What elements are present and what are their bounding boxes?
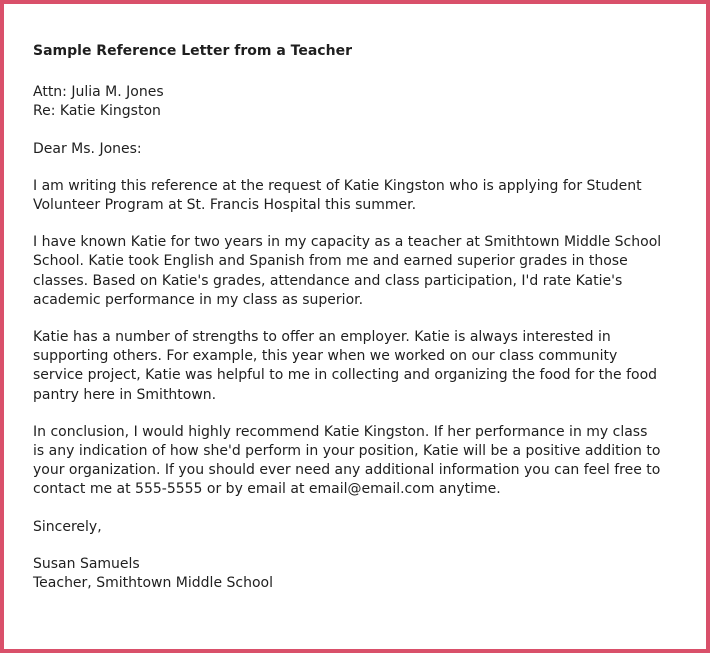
paragraph-line: In conclusion, I would highly recommend Katie Kingston. If her performance in my class [33,423,648,440]
paragraph-line: Katie has a number of strengths to offer an employer. Katie is always interested in [33,329,611,346]
paragraph-line: I have known Katie for two years in my capacity as a teacher at Smithtown Middle School [33,234,662,251]
paragraph-line: is any indication of how she'd perform in your position, Katie will be a positive addition to [33,443,661,460]
regarding-line: Re: Katie Kingston [33,103,161,120]
paragraph-relationship [33,233,693,310]
closing: Sincerely, [33,518,102,535]
paragraph-line: service project, Katie was helpful to me in collecting and organizing the food for the food [33,367,658,384]
signature-block [33,555,693,593]
recipient-block [33,83,693,121]
paragraph-line: your organization. If you should ever need any additional information you can feel free to [33,462,661,479]
paragraph-strengths [33,328,693,405]
letter-title: Sample Reference Letter from a Teacher [33,43,352,59]
paragraph-intro [33,177,693,215]
paragraph-line: academic performance in my class as superior. [33,291,364,308]
paragraph-line: classes. Based on Katie's grades, attendance and class participation, I'd rate Katie's [33,272,623,289]
signer-title: Teacher, Smithtown Middle School [33,575,273,592]
paragraph-line: I am writing this reference at the request of Katie Kingston who is applying for Student [33,177,642,194]
paragraph-line: supporting others. For example, this year when we worked on our class community [33,348,618,365]
paragraph-conclusion [33,423,693,500]
paragraph-line: contact me at 555-5555 or by email at email@email.com anytime. [33,481,501,498]
signer-name: Susan Samuels [33,555,140,572]
reference-letter [33,42,693,593]
paragraph-line: pantry here in Smithtown. [33,386,217,403]
paragraph-line: School. Katie took English and Spanish from me and earned superior grades in those [33,253,628,270]
attention-line: Attn: Julia M. Jones [33,84,164,101]
salutation: Dear Ms. Jones: [33,140,142,157]
paragraph-line: Volunteer Program at St. Francis Hospital this summer. [33,197,417,214]
